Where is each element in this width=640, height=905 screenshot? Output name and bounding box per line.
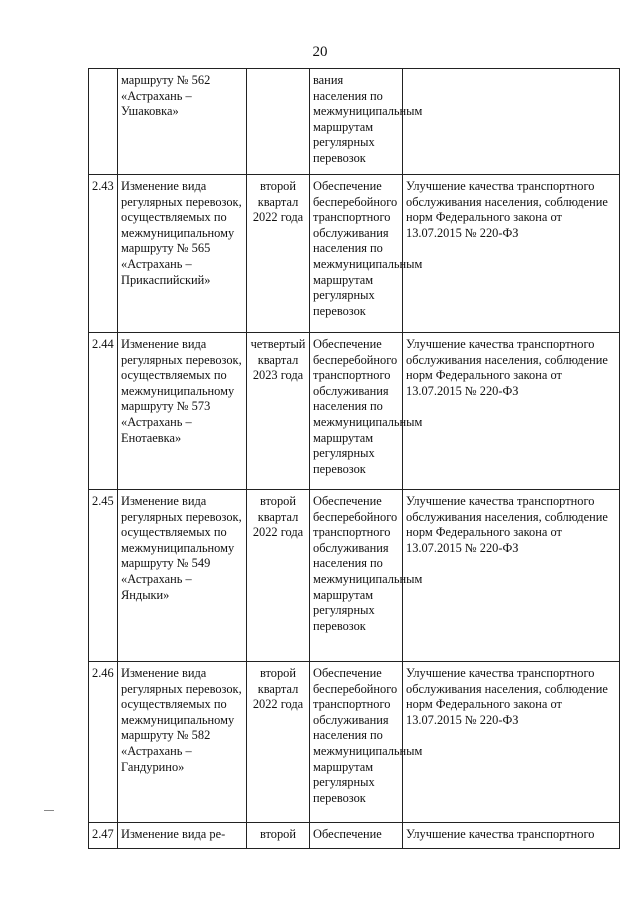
measure-name: Изменение вида регулярных перевозок, осуществляемых по межмуниципальному маршруту № 549 «Астрахань – Яндыки»	[118, 490, 247, 662]
measure-name: Изменение вида регулярных перевозок, осуществляемых по межмуниципальному маршруту № 582 «Астрахань – Гандурино»	[118, 662, 247, 823]
measure-goal: Обеспечение бесперебойного транспортного обслуживания населения по межмуниципальным маршрутам регулярных перевозок	[310, 662, 403, 823]
measure-goal: вания населения по межмуниципальным маршрутам регулярных перевозок	[310, 69, 403, 175]
table-row	[89, 69, 620, 175]
measure-term: второй	[247, 823, 310, 849]
measure-term: второй квартал 2022 года	[247, 662, 310, 823]
item-number: 2.46	[89, 662, 118, 823]
measure-term	[247, 69, 310, 175]
measure-name: Изменение вида регулярных перевозок, осуществляемых по межмуниципальному маршруту № 573 «Астрахань – Енотаевка»	[118, 333, 247, 490]
measure-result: Улучшение качества транспортного обслуживания населения, соблюдение норм Федерального закона от 13.07.2015 № 220-ФЗ	[403, 333, 620, 490]
page-number: 20	[312, 44, 328, 60]
measure-goal: Обеспечение бесперебойного транспортного обслуживания населения по межмуниципальным маршрутам регулярных перевозок	[310, 175, 403, 333]
measure-name: Изменение вида ре-	[118, 823, 247, 849]
table-row	[89, 333, 620, 490]
item-number	[89, 69, 118, 175]
item-number: 2.47	[89, 823, 118, 849]
item-number: 2.43	[89, 175, 118, 333]
item-number: 2.44	[89, 333, 118, 490]
measure-goal: Обеспечение бесперебойного транспортного обслуживания населения по межмуниципальным маршрутам регулярных перевозок	[310, 333, 403, 490]
table-row	[89, 662, 620, 823]
measure-result: Улучшение качества транспортного	[403, 823, 620, 849]
measure-result: Улучшение качества транспортного обслуживания населения, соблюдение норм Федерального закона от 13.07.2015 № 220-ФЗ	[403, 490, 620, 662]
measures-table	[88, 68, 620, 849]
table-row	[89, 823, 620, 849]
measure-result: Улучшение качества транспортного обслуживания населения, соблюдение норм Федерального закона от 13.07.2015 № 220-ФЗ	[403, 175, 620, 333]
measure-term: второй квартал 2022 года	[247, 175, 310, 333]
table-row	[89, 175, 620, 333]
item-number: 2.45	[89, 490, 118, 662]
measure-name: маршруту № 562 «Астрахань – Ушаковка»	[118, 69, 247, 175]
measure-term: четвертый квартал 2023 года	[247, 333, 310, 490]
scan-mark	[44, 810, 54, 811]
measure-goal: Обеспечение бесперебойного транспортного обслуживания населения по межмуниципальным маршрутам регулярных перевозок	[310, 490, 403, 662]
measure-name: Изменение вида регулярных перевозок, осуществляемых по межмуниципальному маршруту № 565 «Астрахань – Прикаспийский»	[118, 175, 247, 333]
measure-result: Улучшение качества транспортного обслуживания населения, соблюдение норм Федерального закона от 13.07.2015 № 220-ФЗ	[403, 662, 620, 823]
measure-result	[403, 69, 620, 175]
measure-goal: Обеспечение	[310, 823, 403, 849]
measure-term: второй квартал 2022 года	[247, 490, 310, 662]
table-row	[89, 490, 620, 662]
